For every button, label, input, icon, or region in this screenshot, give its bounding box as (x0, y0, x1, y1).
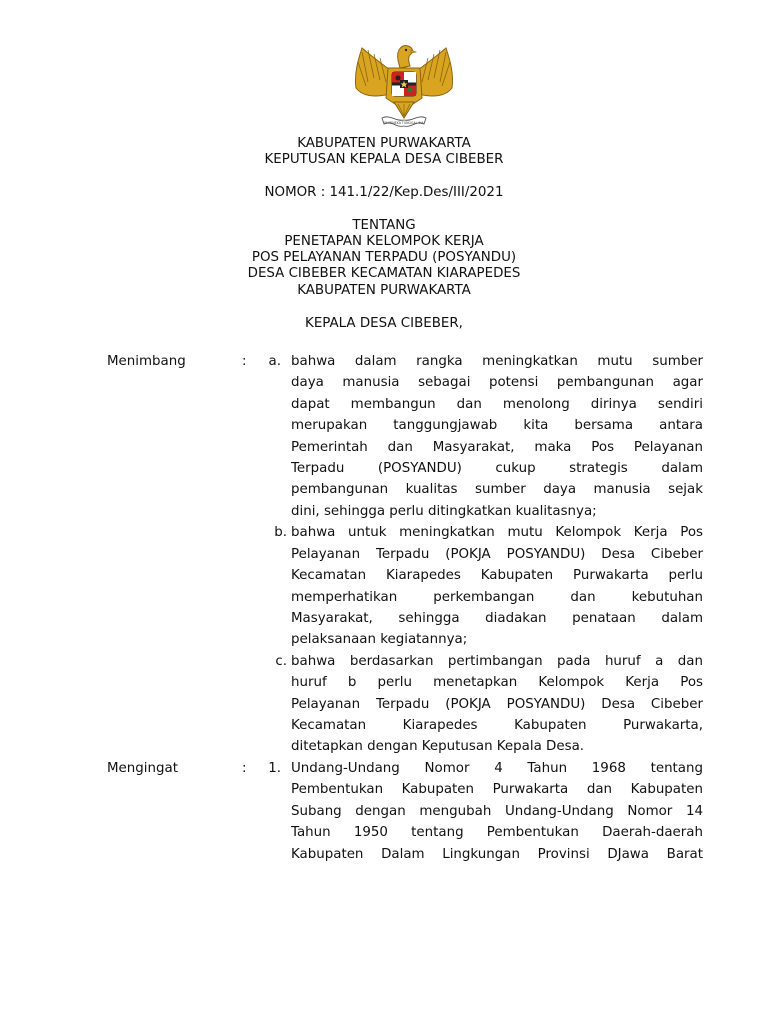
menimbang-a-line: dapat membangun dan menolong dirinya sendiri (291, 397, 703, 412)
menimbang-b-line: bahwa untuk meningkatkan mutu Kelompok Kerja Pos (291, 525, 703, 540)
menimbang-a-line: Pemerintah dan Masyarakat, maka Pos Pelayanan (291, 440, 703, 455)
regency-title: KABUPATEN PURWAKARTA (297, 136, 471, 151)
menimbang-marker-b: b. (274, 525, 287, 540)
menimbang-marker-a: a. (268, 354, 281, 369)
menimbang-label: Menimbang (107, 354, 186, 369)
menimbang-b-line: Pelayanan Terpadu (POKJA POSYANDU) Desa Cibeber (291, 547, 703, 562)
menimbang-a-line: dini, sehingga perlu ditingkatkan kualitasnya; (291, 504, 597, 519)
mengingat-marker-1: 1. (268, 761, 281, 776)
mengingat-1-line: Tahun 1950 tentang Pembentukan Daerah-daerah (291, 825, 703, 840)
menimbang-marker-c: c. (275, 654, 287, 669)
subject-line-3: DESA CIBEBER KECAMATAN KIARAPEDES (247, 266, 521, 281)
mengingat-1-line: Pembentukan Kabupaten Purwakarta dan Kabupaten (291, 782, 703, 797)
decree-number: NOMOR : 141.1/22/Kep.Des/III/2021 (264, 185, 504, 200)
menimbang-c-line: Kecamatan Kiarapedes Kabupaten Purwakarta, (291, 718, 703, 733)
mengingat-colon: : (242, 761, 247, 776)
menimbang-b-line: Kecamatan Kiarapedes Kabupaten Purwakarta perlu (291, 568, 703, 583)
mengingat-1-line: Undang-Undang Nomor 4 Tahun 1968 tentang (291, 761, 703, 776)
subject-line-1: PENETAPAN KELOMPOK KERJA (284, 234, 484, 249)
menimbang-a-line: daya manusia sebagai potensi pembangunan agar (291, 375, 703, 390)
menimbang-c-line: Pelayanan Terpadu (POKJA POSYANDU) Desa Cibeber (291, 697, 703, 712)
menimbang-c-line: huruf b perlu menetapkan Kelompok Kerja Pos (291, 675, 703, 690)
menimbang-a-line: Terpadu (POSYANDU) cukup strategis dalam (291, 461, 703, 476)
decree-title: KEPUTUSAN KEPALA DESA CIBEBER (264, 152, 504, 167)
menimbang-a-line: bahwa dalam rangka meningkatkan mutu sumber (291, 354, 703, 369)
subject-line-4: KABUPATEN PURWAKARTA (297, 283, 471, 298)
menimbang-b-line: memperhatikan perkembangan dan kebutuhan (291, 590, 703, 605)
head (398, 46, 413, 68)
menimbang-a-line: pembangunan kualitas sumber daya manusia sejak (291, 482, 703, 497)
authority-heading: KEPALA DESA CIBEBER, (305, 316, 463, 331)
menimbang-b-line: pelaksanaan kegiatannya; (291, 632, 468, 647)
mengingat-label: Mengingat (107, 761, 178, 776)
menimbang-a-line: merupakan tanggungjawab kita bersama antara (291, 418, 703, 433)
menimbang-c-line: ditetapkan dengan Keputusan Kepala Desa. (291, 739, 585, 754)
menimbang-c-line: bahwa berdasarkan pertimbangan pada huruf a dan (291, 654, 703, 669)
svg-text:BHINNEKA TUNGGAL IKA: BHINNEKA TUNGGAL IKA (384, 121, 424, 125)
about-heading: TENTANG (352, 218, 416, 233)
subject-line-2: POS PELAYANAN TERPADU (POSYANDU) (251, 250, 517, 265)
mengingat-1-line: Subang dengan mengubah Undang-Undang Nomor 14 (291, 804, 703, 819)
mengingat-1-line: Kabupaten Dalam Lingkungan Provinsi DJawa Barat (291, 847, 703, 862)
menimbang-colon: : (242, 354, 247, 369)
garuda-pancasila-emblem (348, 38, 460, 130)
menimbang-b-line: Masyarakat, sehingga diadakan penataan dalam (291, 611, 703, 626)
